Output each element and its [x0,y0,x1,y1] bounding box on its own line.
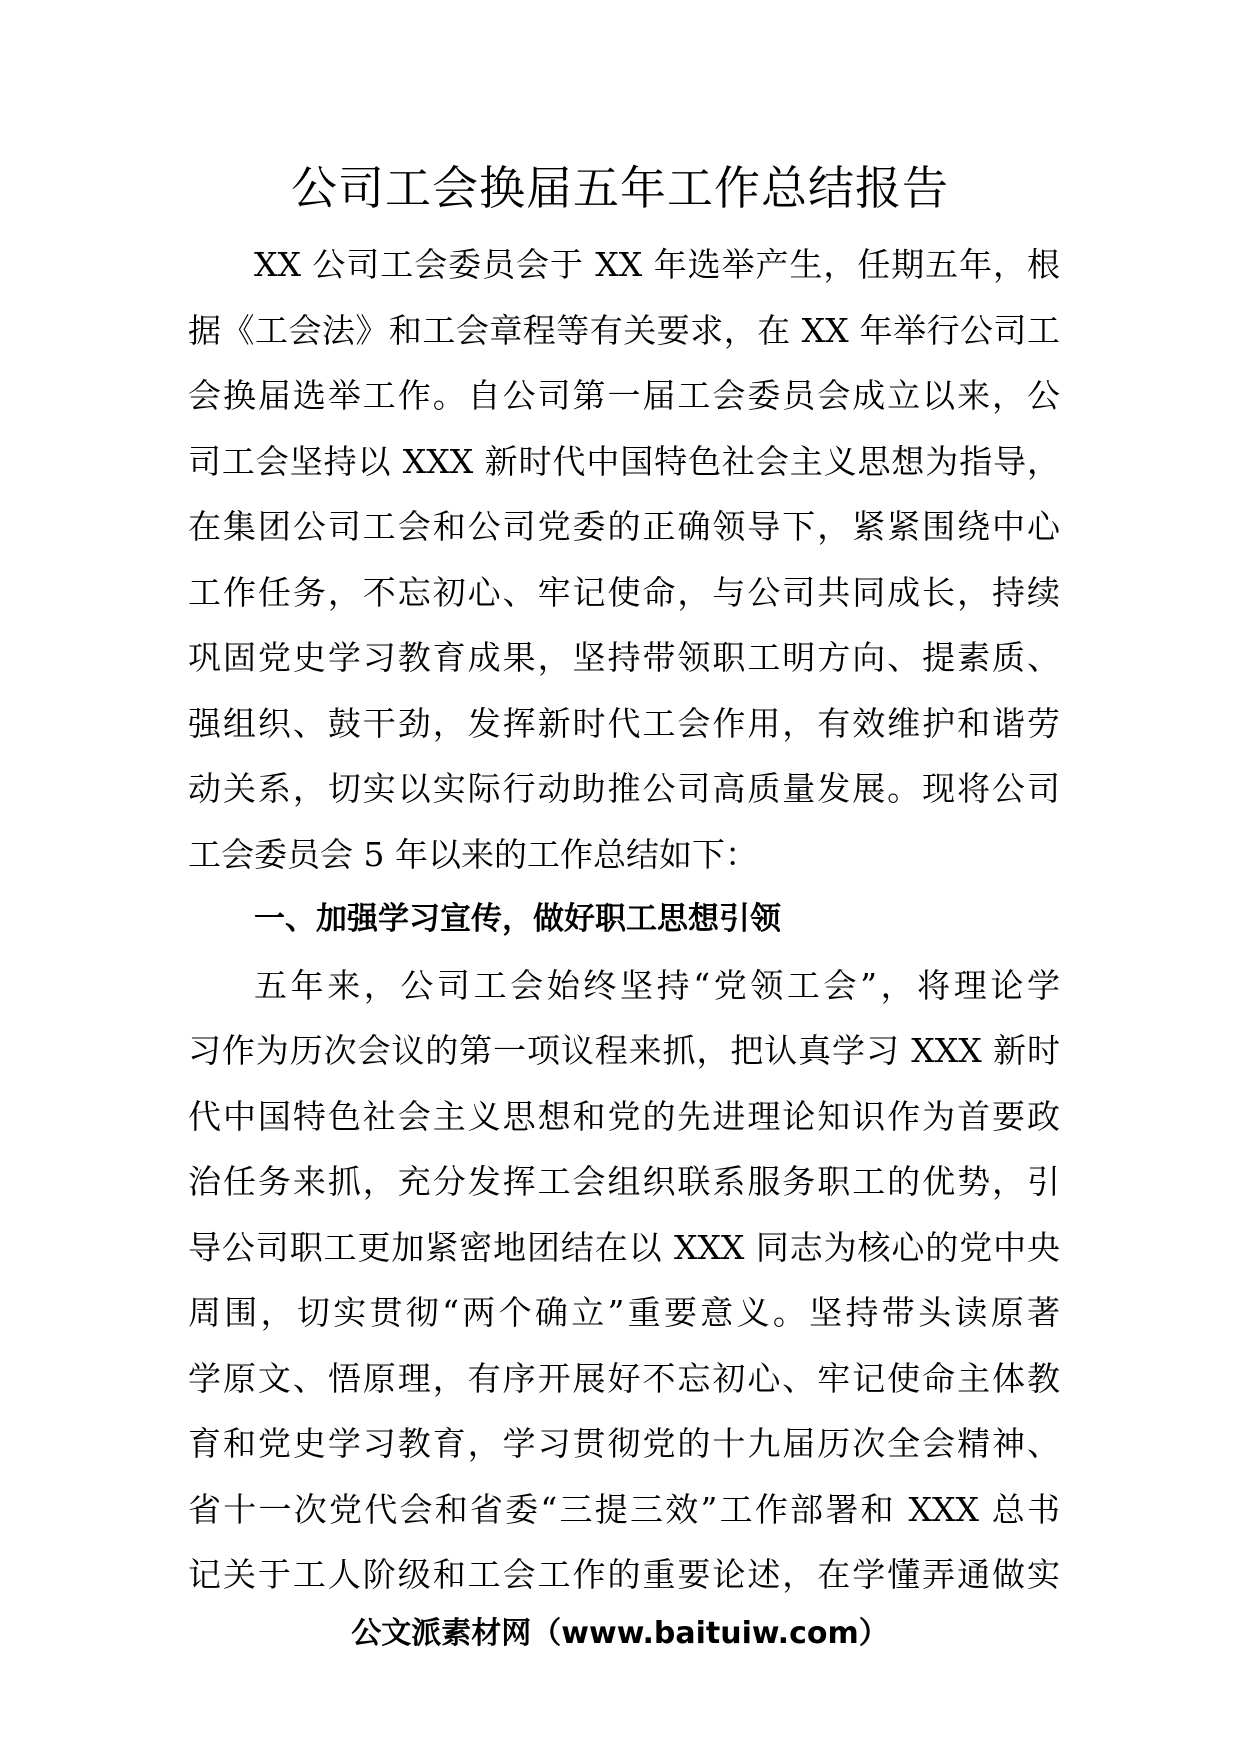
paragraph-line: 司工会坚持以 XXX 新时代中国特色社会主义思想为指导， [188,441,1060,481]
paragraph-line: 育和党史学习教育，学习贯彻党的十九届历次全会精神、 [188,1424,1060,1463]
paragraph-line: 工会委员会 5 年以来的工作总结如下： [188,834,758,874]
paragraph-line: 学原文、悟原理，有序开展好不忘初心、牢记使命主体教 [188,1358,1060,1398]
section-heading: 一、加强学习宣传，做好职工思想引领 [254,901,781,937]
paragraph-line: 五年来，公司工会始终坚持“党领工会”，将理论学 [254,965,1060,1005]
paragraph-line: 在集团公司工会和公司党委的正确领导下，紧紧围绕中心 [188,507,1060,546]
footer-watermark: 公文派素材网（www.baituiw.com） [351,1616,889,1651]
paragraph-line: 据《工会法》和工会章程等有关要求，在 XX 年举行公司工 [188,310,1060,350]
body-text [188,232,1060,1608]
paragraph-line: 习作为历次会议的第一项议程来抓，把认真学习 XXX 新时 [188,1031,1060,1070]
paragraph-line: 代中国特色社会主义思想和党的先进理论知识作为首要政 [188,1096,1060,1136]
paragraph-line: 巩固党史学习教育成果，坚持带领职工明方向、提素质、 [188,638,1060,677]
paragraph-line: 工作任务，不忘初心、牢记使命，与公司共同成长，持续 [188,572,1060,612]
paragraph-line: XX 公司工会委员会于 XX 年选举产生，任期五年，根 [254,245,1060,284]
page-title: 公司工会换届五年工作总结报告 [291,161,949,215]
paragraph-line: 省十一次党代会和省委“三提三效”工作部署和 XXX 总书 [188,1489,1060,1529]
paragraph-line: 动关系，切实以实际行动助推公司高质量发展。现将公司 [188,769,1060,808]
paragraph-line: 记关于工人阶级和工会工作的重要论述，在学懂弄通做实 [188,1555,1060,1594]
paragraph-line: 强组织、鼓干劲，发挥新时代工会作用，有效维护和谐劳 [188,703,1060,743]
paragraph-line: 会换届选举工作。自公司第一届工会委员会成立以来，公 [188,376,1060,415]
paragraph-line: 导公司职工更加紧密地团结在以 XXX 同志为核心的党中央 [188,1227,1060,1267]
paragraph-line: 治任务来抓，充分发挥工会组织联系服务职工的优势，引 [188,1162,1060,1201]
paragraph-line: 周围，切实贯彻“两个确立”重要意义。坚持带头读原著 [188,1293,1060,1332]
